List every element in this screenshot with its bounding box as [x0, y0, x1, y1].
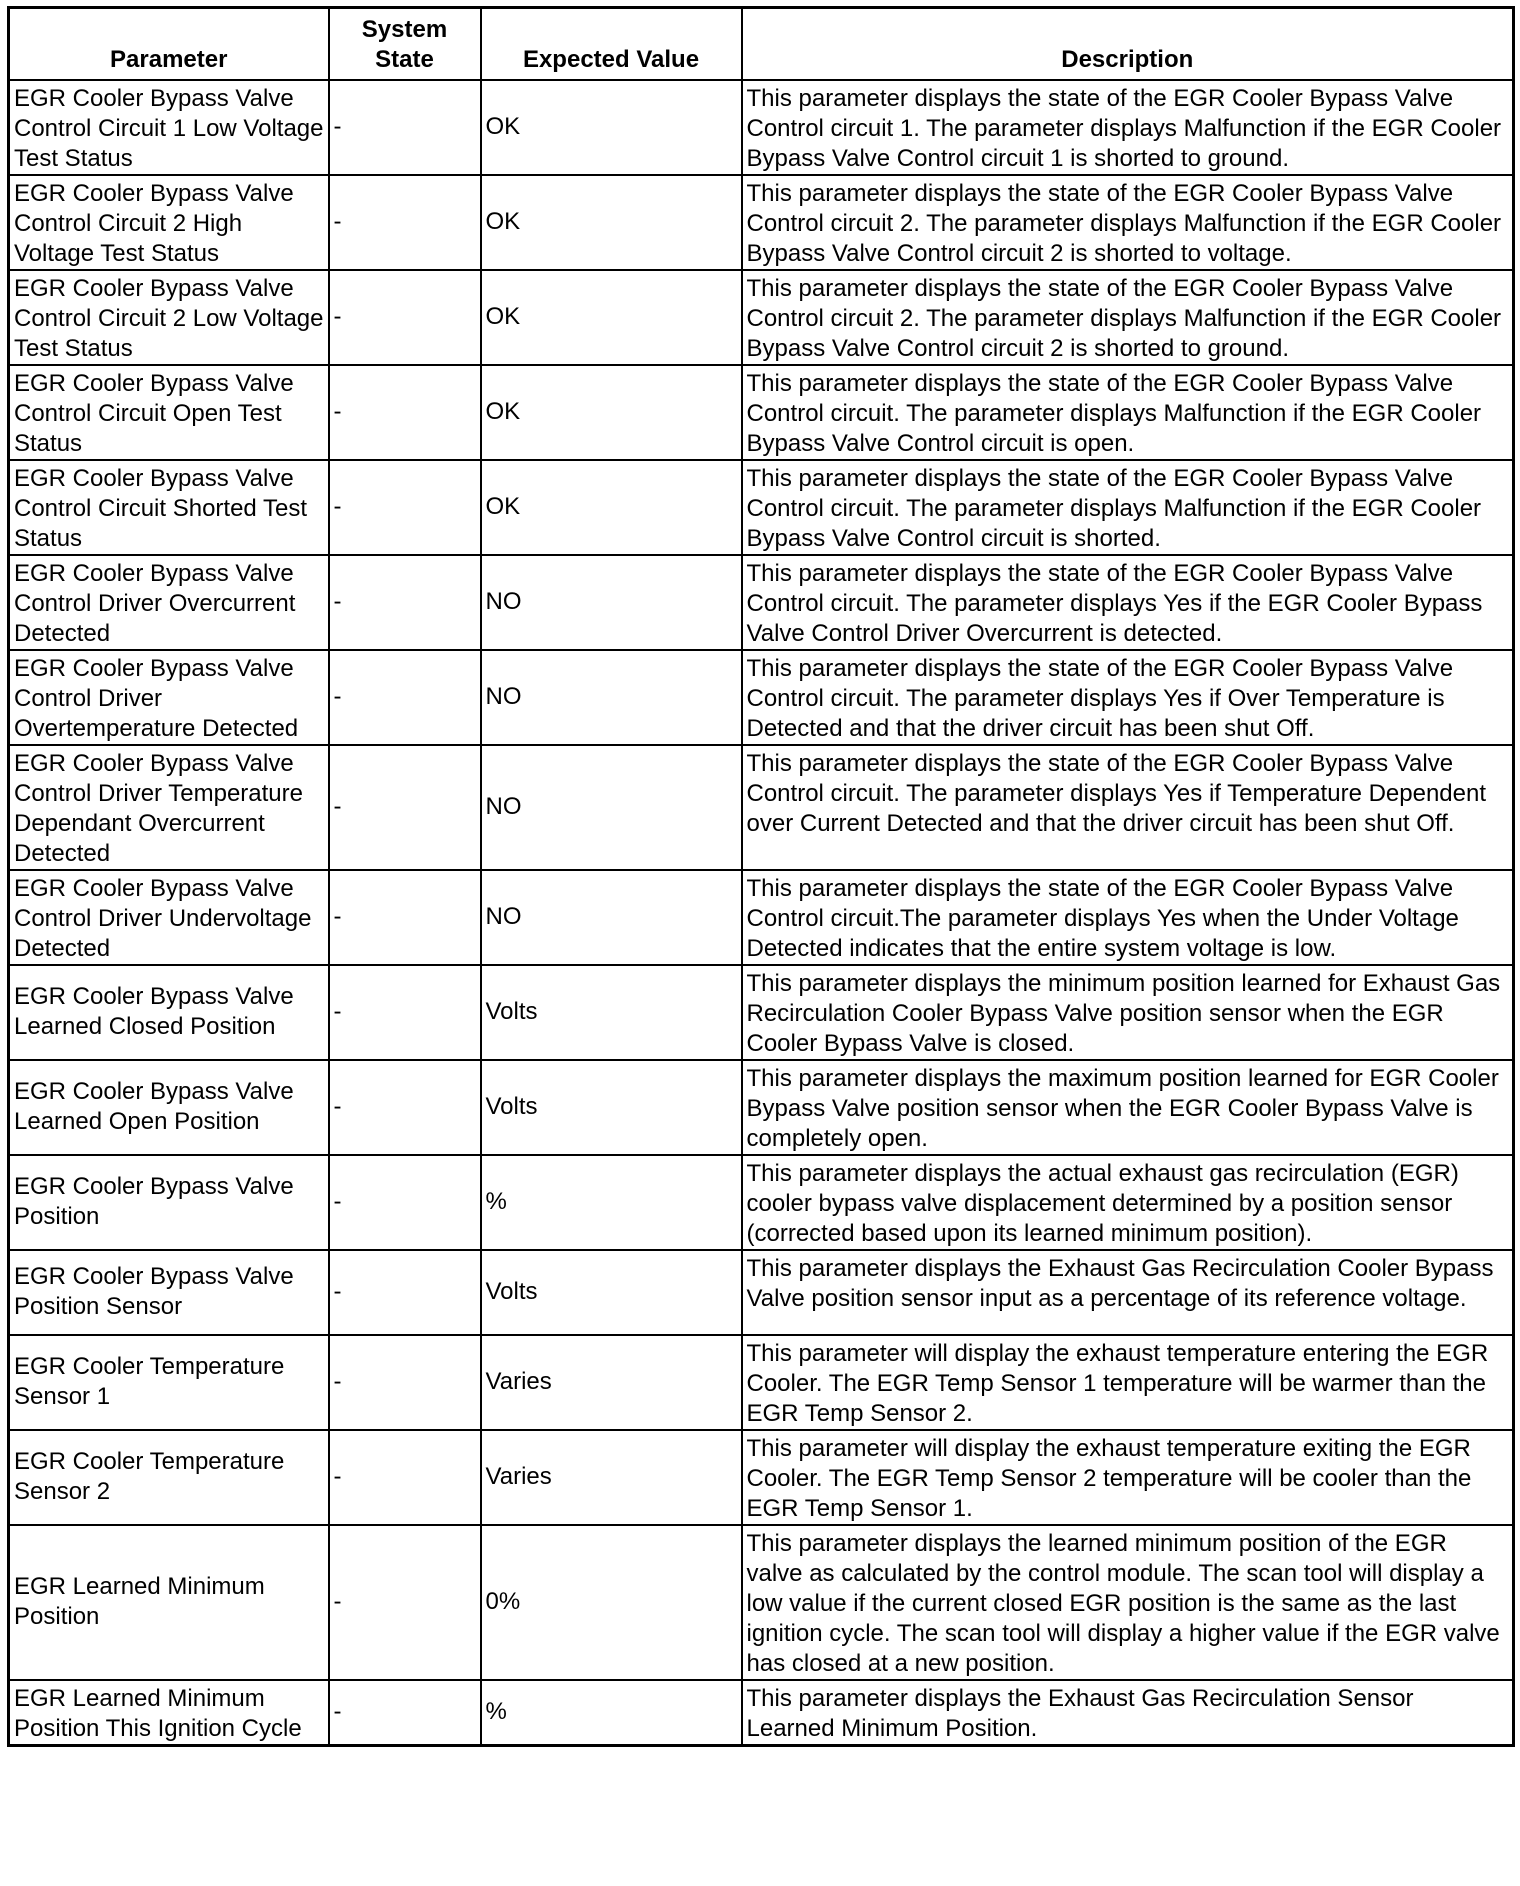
cell-system-state: -: [329, 1155, 481, 1250]
table-row: [9, 1525, 1514, 1680]
cell-system-state: -: [329, 1680, 481, 1746]
cell-expected-value: OK: [481, 460, 742, 555]
table-row: [9, 555, 1514, 650]
cell-description: This parameter displays the state of the EGR Cooler Bypass Valve Control circuit. The parameter displays Yes if Over Temperature is Detected and that the driver circuit has been shut Off.: [742, 650, 1514, 745]
cell-parameter: EGR Learned Minimum Position This Ignition Cycle: [9, 1680, 329, 1746]
cell-system-state: -: [329, 555, 481, 650]
cell-parameter: EGR Cooler Bypass Valve Position Sensor: [9, 1250, 329, 1335]
cell-expected-value: 0%: [481, 1525, 742, 1680]
cell-expected-value: NO: [481, 870, 742, 965]
cell-expected-value: NO: [481, 745, 742, 870]
cell-system-state: -: [329, 270, 481, 365]
cell-system-state: -: [329, 80, 481, 175]
table-row: [9, 270, 1514, 365]
table-row: [9, 745, 1514, 870]
cell-system-state: -: [329, 1430, 481, 1525]
cell-expected-value: OK: [481, 270, 742, 365]
table-row: [9, 1250, 1514, 1335]
cell-expected-value: OK: [481, 80, 742, 175]
table-row: [9, 1680, 1514, 1746]
cell-parameter: EGR Cooler Bypass Valve Control Driver Overcurrent Detected: [9, 555, 329, 650]
cell-parameter: EGR Cooler Bypass Valve Control Circuit 1 Low Voltage Test Status: [9, 80, 329, 175]
cell-parameter: EGR Cooler Bypass Valve Learned Closed Position: [9, 965, 329, 1060]
cell-expected-value: %: [481, 1680, 742, 1746]
table-row: [9, 965, 1514, 1060]
cell-description: This parameter displays the state of the EGR Cooler Bypass Valve Control circuit 2. The parameter displays Malfunction if the EGR Cooler Bypass Valve Control circuit 2 is shorted to ground.: [742, 270, 1514, 365]
cell-parameter: EGR Cooler Bypass Valve Position: [9, 1155, 329, 1250]
cell-system-state: -: [329, 870, 481, 965]
cell-parameter: EGR Cooler Temperature Sensor 1: [9, 1335, 329, 1430]
cell-description: This parameter displays the minimum position learned for Exhaust Gas Recirculation Cooler Bypass Valve position sensor when the EGR Cooler Bypass Valve is closed.: [742, 965, 1514, 1060]
cell-description: This parameter displays the actual exhaust gas recirculation (EGR) cooler bypass valve displacement determined by a position sensor (corrected based upon its learned minimum position).: [742, 1155, 1514, 1250]
cell-parameter: EGR Cooler Bypass Valve Control Circuit Shorted Test Status: [9, 460, 329, 555]
cell-expected-value: %: [481, 1155, 742, 1250]
cell-description: This parameter will display the exhaust temperature exiting the EGR Cooler. The EGR Temp Sensor 2 temperature will be cooler than the EGR Temp Sensor 1.: [742, 1430, 1514, 1525]
parameter-table: [7, 6, 1515, 1747]
cell-parameter: EGR Cooler Temperature Sensor 2: [9, 1430, 329, 1525]
cell-system-state: -: [329, 650, 481, 745]
cell-description: This parameter displays the state of the EGR Cooler Bypass Valve Control circuit. The parameter displays Malfunction if the EGR Cooler Bypass Valve Control circuit is shorted.: [742, 460, 1514, 555]
cell-expected-value: Varies: [481, 1430, 742, 1525]
table-row: [9, 1155, 1514, 1250]
cell-description: This parameter displays the state of the EGR Cooler Bypass Valve Control circuit. The parameter displays Yes if the EGR Cooler Bypass Valve Control Driver Overcurrent is detected.: [742, 555, 1514, 650]
cell-description: This parameter displays the Exhaust Gas Recirculation Sensor Learned Minimum Position.: [742, 1680, 1514, 1746]
parameter-table-container: [7, 6, 1515, 1747]
header-parameter: Parameter: [9, 8, 329, 80]
cell-system-state: -: [329, 1060, 481, 1155]
cell-parameter: EGR Cooler Bypass Valve Control Circuit 2 Low Voltage Test Status: [9, 270, 329, 365]
cell-expected-value: NO: [481, 555, 742, 650]
cell-system-state: -: [329, 745, 481, 870]
cell-parameter: EGR Cooler Bypass Valve Learned Open Position: [9, 1060, 329, 1155]
cell-description: This parameter displays the state of the EGR Cooler Bypass Valve Control circuit 1. The parameter displays Malfunction if the EGR Cooler Bypass Valve Control circuit 1 is shorted to ground.: [742, 80, 1514, 175]
cell-description: This parameter displays the state of the EGR Cooler Bypass Valve Control circuit.The parameter displays Yes when the Under Voltage Detected indicates that the entire system voltage is low.: [742, 870, 1514, 965]
table-row: [9, 460, 1514, 555]
cell-system-state: -: [329, 1250, 481, 1335]
cell-description: This parameter displays the Exhaust Gas Recirculation Cooler Bypass Valve position sensor input as a percentage of its reference voltage.: [742, 1250, 1514, 1335]
table-row: [9, 175, 1514, 270]
cell-expected-value: Volts: [481, 965, 742, 1060]
cell-system-state: -: [329, 1335, 481, 1430]
cell-parameter: EGR Cooler Bypass Valve Control Circuit Open Test Status: [9, 365, 329, 460]
cell-parameter: EGR Cooler Bypass Valve Control Circuit 2 High Voltage Test Status: [9, 175, 329, 270]
table-header-row: [9, 8, 1514, 80]
cell-parameter: EGR Cooler Bypass Valve Control Driver Temperature Dependant Overcurrent Detected: [9, 745, 329, 870]
cell-system-state: -: [329, 460, 481, 555]
cell-expected-value: Varies: [481, 1335, 742, 1430]
cell-expected-value: Volts: [481, 1250, 742, 1335]
table-row: [9, 1335, 1514, 1430]
cell-description: This parameter displays the state of the EGR Cooler Bypass Valve Control circuit 2. The parameter displays Malfunction if the EGR Cooler Bypass Valve Control circuit 2 is shorted to voltage.: [742, 175, 1514, 270]
cell-expected-value: OK: [481, 175, 742, 270]
cell-parameter: EGR Learned Minimum Position: [9, 1525, 329, 1680]
cell-system-state: -: [329, 1525, 481, 1680]
cell-expected-value: NO: [481, 650, 742, 745]
cell-expected-value: OK: [481, 365, 742, 460]
table-row: [9, 1430, 1514, 1525]
table-row: [9, 870, 1514, 965]
table-row: [9, 1060, 1514, 1155]
cell-system-state: -: [329, 175, 481, 270]
header-expected-value: Expected Value: [481, 8, 742, 80]
table-row: [9, 650, 1514, 745]
cell-expected-value: Volts: [481, 1060, 742, 1155]
cell-parameter: EGR Cooler Bypass Valve Control Driver Undervoltage Detected: [9, 870, 329, 965]
cell-description: This parameter will display the exhaust temperature entering the EGR Cooler. The EGR Temp Sensor 1 temperature will be warmer than the EGR Temp Sensor 2.: [742, 1335, 1514, 1430]
header-system-state: System State: [329, 8, 481, 80]
cell-system-state: -: [329, 365, 481, 460]
header-description: Description: [742, 8, 1514, 80]
cell-parameter: EGR Cooler Bypass Valve Control Driver Overtemperature Detected: [9, 650, 329, 745]
cell-system-state: -: [329, 965, 481, 1060]
cell-description: This parameter displays the state of the EGR Cooler Bypass Valve Control circuit. The parameter displays Malfunction if the EGR Cooler Bypass Valve Control circuit is open.: [742, 365, 1514, 460]
cell-description: This parameter displays the maximum position learned for EGR Cooler Bypass Valve position sensor when the EGR Cooler Bypass Valve is completely open.: [742, 1060, 1514, 1155]
table-row: [9, 80, 1514, 175]
cell-description: This parameter displays the state of the EGR Cooler Bypass Valve Control circuit. The parameter displays Yes if Temperature Dependent over Current Detected and that the driver circuit has been shut Off.: [742, 745, 1514, 870]
table-row: [9, 365, 1514, 460]
cell-description: This parameter displays the learned minimum position of the EGR valve as calculated by the control module. The scan tool will display a low value if the current closed EGR position is the same as the last ignition cycle. The scan tool will display a higher value if the EGR valve has closed at a new position.: [742, 1525, 1514, 1680]
